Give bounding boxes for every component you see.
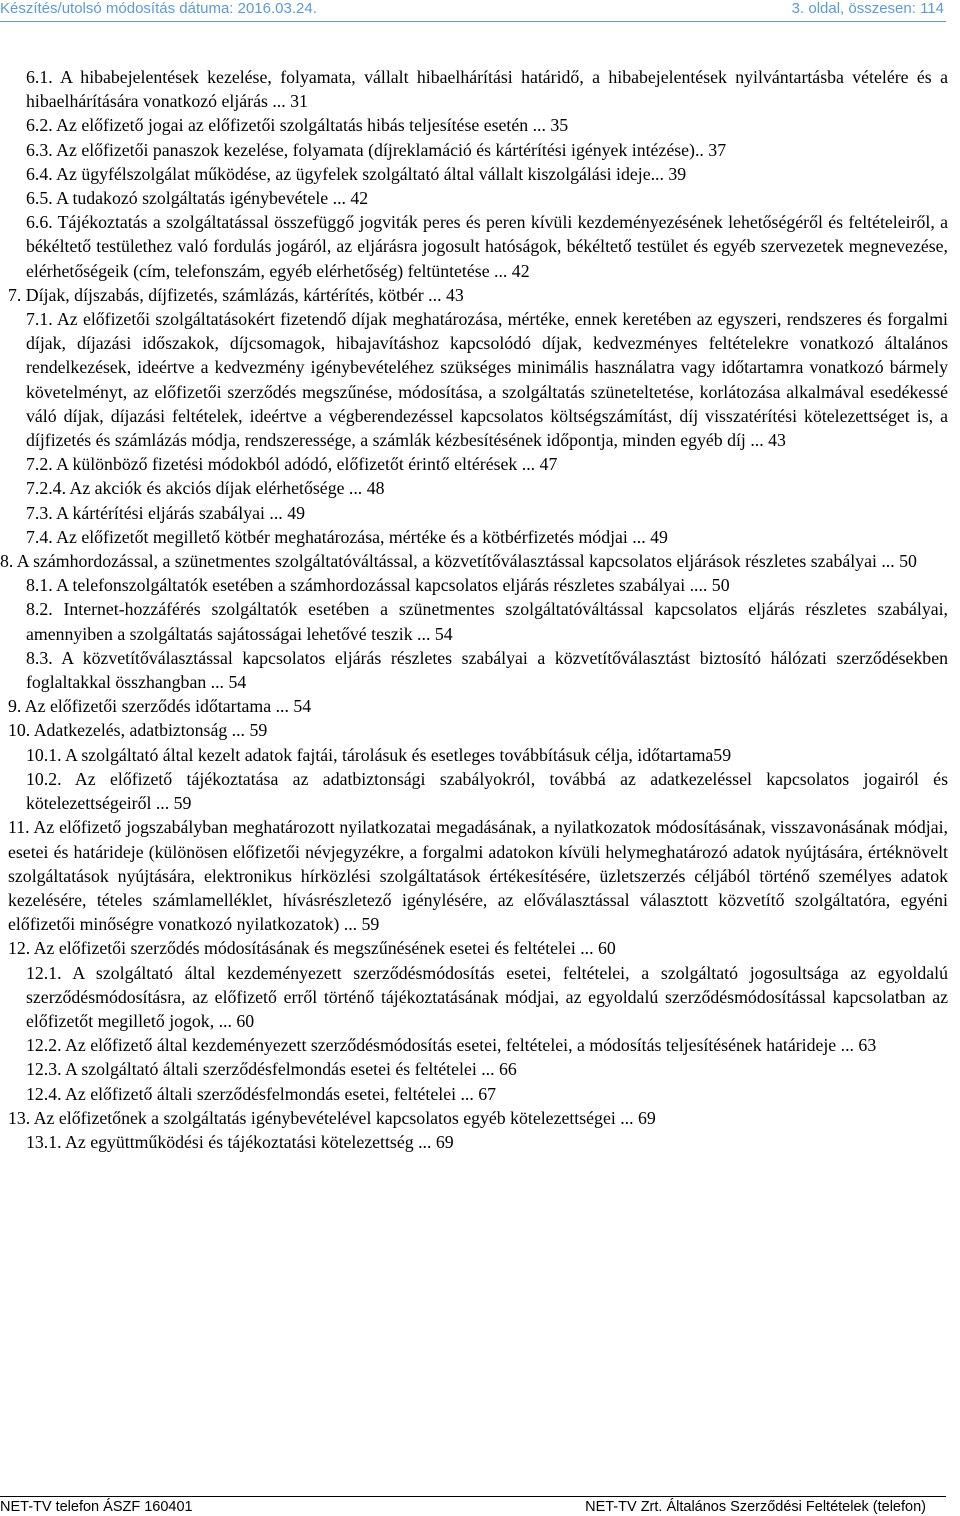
toc-entry[interactable]: 6.1. A hibabejelentések kezelése, folyamata, vállalt hibaelhárítási határidő, a hibabejelentések nyilvántartásba vételére és a hibaelhárítására vonatkozó eljárás ... 31 [26, 67, 948, 112]
document-code: NET-TV telefon ÁSZF 160401 [0, 1499, 193, 1515]
toc-entry[interactable]: 6.2. Az előfizető jogai az előfizetői szolgáltatás hibás teljesítése esetén ... 35 [26, 115, 569, 136]
toc-entry[interactable]: 6.6. Tájékoztatás a szolgáltatással összefüggő jogviták peres és peren kívüli kezdeményezésének lehetőségéről és feltételeiről, a békéltető testülethez való fordulás jogáról, az eljárásra jogosult hatóságok, békéltető testület és egyéb szervezetek megnevezése, elérhetőségeik (cím, telefonszám, egyéb elérhetőség) feltüntetése ... 42 [26, 212, 948, 281]
toc-entry[interactable]: 13. Az előfizetőnek a szolgáltatás igénybevételével kapcsolatos egyéb kötelezettségei ... 69 [8, 1107, 656, 1128]
toc-entry[interactable]: 7.2.4. Az akciók és akciós díjak elérhetősége ... 48 [26, 478, 385, 499]
toc-entry[interactable]: 11. Az előfizető jogszabályban meghatározott nyilatkozatai megadásának, a nyilatkozatok módosításának, visszavonásának módjai, esetei és határideje (különösen előfizetői névjegyzékre, a forgalmi adatokon kívüli helymeghatározó adatok nyújtására, értéknövelt szolgáltatások nyújtására, elektronikus hírközlési szolgáltatások értékesítésére, üzletszerzés céljából történő személyes adatok kezelésére, tételes számlamelléklet, hívásrészletező igénylésére, az előválasztással választott közvetítő szolgáltatóra, egyéni előfizetői minőségre vonatkozó nyilatkozatok) ... 59 [8, 817, 948, 935]
toc-entry[interactable]: 12.1. A szolgáltató által kezdeményezett szerződésmódosítás esetei, feltételei, a szolgáltató jogosultsága az egyoldalú szerződésmódosításra, az előfizető erről történő tájékoztatásának módjai, az egyoldalú szerződésmódosítással kapcsolatban az előfizetőt megillető jogok, ... 60 [26, 962, 948, 1031]
toc-entry[interactable]: 13.1. Az együttműködési és tájékoztatási kötelezettség ... 69 [26, 1131, 454, 1152]
toc-entry[interactable]: 7.4. Az előfizetőt megillető kötbér meghatározása, mértéke és a kötbérfizetés módjai ... 49 [26, 526, 668, 547]
header-divider [0, 21, 946, 22]
toc-entry[interactable]: 6.4. Az ügyfélszolgálat működése, az ügyfelek szolgáltató által vállalt kiszolgálási ideje... 39 [26, 163, 687, 184]
toc-entry[interactable]: 8.1. A telefonszolgáltatók esetében a számhordozással kapcsolatos eljárás részletes szabályai .... 50 [26, 575, 730, 596]
table-of-contents [0, 65, 948, 1154]
toc-entry[interactable]: 6.5. A tudakozó szolgáltatás igénybevétele ... 42 [26, 188, 369, 209]
toc-entry[interactable]: 7.3. A kártérítési eljárás szabályai ... 49 [26, 502, 305, 523]
toc-entry[interactable]: 8.3. A közvetítőválasztással kapcsolatos eljárás részletes szabályai a közvetítőválasztást biztosító hálózati szerződésekben foglaltakkal összhangban ... 54 [26, 647, 948, 693]
document-title: NET-TV Zrt. Általános Szerződési Feltételek (telefon) [585, 1499, 926, 1515]
toc-entry[interactable]: 12.4. Az előfizető általi szerződésfelmondás esetei, feltételei ... 67 [26, 1083, 497, 1104]
page-footer [0, 1495, 946, 1513]
toc-entry[interactable]: 10.2. Az előfizető tájékoztatása az adatbiztonsági szabályokról, továbbá az adatkezeléssel kapcsolatos jogairól és kötelezettségeiről ... 59 [26, 768, 948, 814]
modification-date: Készítés/utolsó módosítás dátuma: 2016.03.24. [0, 0, 317, 17]
page-header [0, 0, 960, 17]
toc-entry[interactable]: 9. Az előfizetői szerződés időtartama ... 54 [8, 696, 312, 717]
page-counter: 3. oldal, összesen: 114 [791, 0, 944, 17]
toc-entry[interactable]: 7.2. A különböző fizetési módokból adódó, előfizetőt érintő eltérések ... 47 [26, 454, 558, 475]
toc-entry[interactable]: 12.3. A szolgáltató általi szerződésfelmondás esetei és feltételei ... 66 [26, 1059, 517, 1080]
toc-entry[interactable]: 6.3. Az előfizetői panaszok kezelése, folyamata (díjreklamáció és kártérítési igények intézése).. 37 [26, 139, 727, 160]
toc-entry[interactable]: 7.1. Az előfizetői szolgáltatásokért fizetendő díjak meghatározása, mértéke, ennek keretében az egyszeri, rendszeres és forgalmi díjak, díjazási időszakok, díjcsomagok, hibajavításhoz kapcsolódó díjak, kedvezményes feltételekre vonatkozó általános rendelkezések, ideértve a kedvezmény igénybevételéhez szükséges minimális használatra vagy időtartamra vonatkozó bármely követelményt, az előfizetői szerződés megszűnése, módosítása, a szolgáltatás szüneteltetése, korlátozása alkalmával esedékessé váló díjak, díjazási feltételek, ideértve a végberendezéssel kapcsolatos költségszámítást, díj visszatérítési kötelezettséget is, a díjfizetés és számlázás módja, rendszeressége, a számlák kézbesítésének időpontja, minden egyéb díj ... 43 [26, 309, 948, 451]
toc-entry[interactable]: 7. Díjak, díjszabás, díjfizetés, számlázás, kártérítés, kötbér ... 43 [8, 284, 464, 305]
toc-entry[interactable]: 10.1. A szolgáltató által kezelt adatok fajtái, tárolásuk és esetleges továbbításuk célja, időtartama59 [26, 744, 732, 765]
toc-entry[interactable]: 8.2. Internet-hozzáférés szolgáltatók esetében a szünetmentes szolgáltatóváltással kapcsolatos eljárás részletes szabályai, amennyiben a szolgáltatás sajátosságai lehetővé teszik ... 54 [26, 599, 948, 644]
toc-entry[interactable]: 12.2. Az előfizető által kezdeményezett szerződésmódosítás esetei, feltételei, a módosítás teljesítésének határideje ... 63 [26, 1035, 877, 1056]
toc-entry[interactable]: 12. Az előfizetői szerződés módosításának és megszűnésének esetei és feltételei ... 60 [8, 938, 616, 959]
toc-entry[interactable]: 10. Adatkezelés, adatbiztonság ... 59 [8, 720, 268, 741]
toc-entry[interactable]: 8. A számhordozással, a szünetmentes szolgáltatóváltással, a közvetítőválasztással kapcsolatos eljárások részletes szabályai ... 50 [0, 551, 917, 572]
